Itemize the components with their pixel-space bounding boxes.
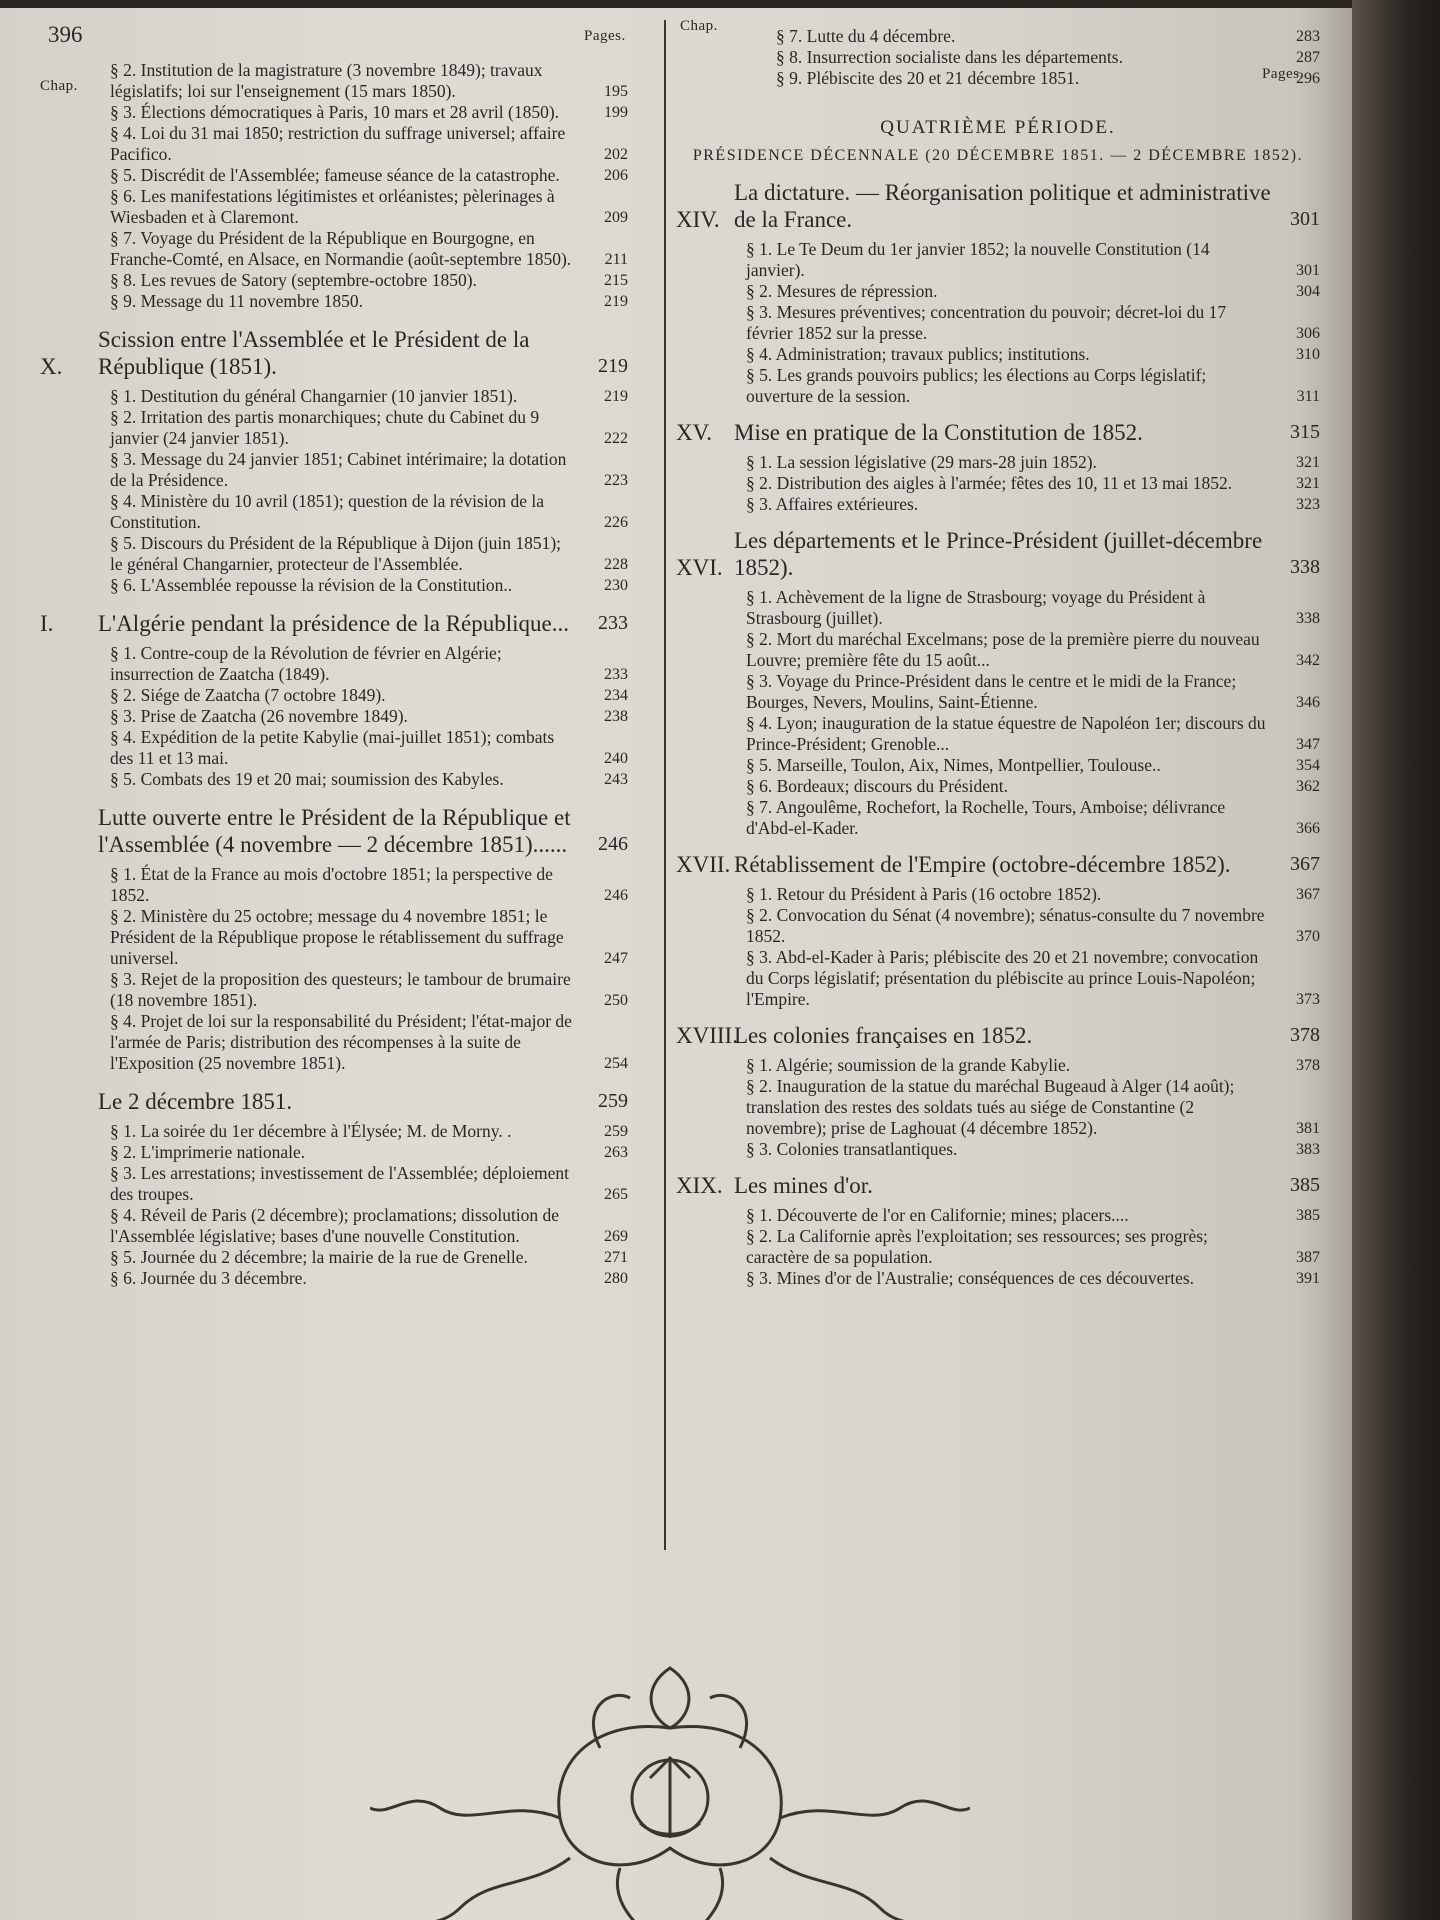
toc-entry-page: 391: [1296, 1270, 1320, 1287]
toc-entry-text: § 2. Inauguration de la statue du maréchal Bugeaud à Alger (14 août); translation des restes des soldats tués au siége de Constantine (2 novembre); prise de Laghouat (4 décembre 1852).: [746, 1076, 1235, 1138]
toc-entry-page: 243: [604, 771, 628, 788]
toc-entry: [110, 969, 628, 1011]
toc-entry: [776, 68, 1320, 89]
toc-entry-text: § 2. Distribution des aigles à l'armée; fêtes des 10, 11 et 13 mai 1852.: [746, 473, 1233, 493]
toc-entry-text: § 2. Ministère du 25 octobre; message du 4 novembre 1851; le Président de la République propose le rétablissement du suffrage universel.: [110, 906, 564, 968]
toc-chapter: [40, 804, 628, 1074]
toc-entry-text: § 9. Plébiscite des 20 et 21 décembre 1851.: [776, 68, 1080, 88]
toc-entry-text: § 4. Ministère du 10 avril (1851); question de la révision de la Constitution.: [110, 491, 545, 532]
toc-entry-text: § 3. Message du 24 janvier 1851; Cabinet intérimaire; la dotation de la Présidence.: [110, 449, 567, 490]
toc-entry-text: § 2. Mesures de répression.: [746, 281, 938, 301]
toc-entry: [746, 776, 1320, 797]
chapter-title: La dictature. — Réorganisation politique et administrative de la France.: [734, 180, 1271, 232]
toc-chapter: [676, 1022, 1320, 1160]
toc-entry-text: § 4. Projet de loi sur la responsabilité du Président; l'état-major de l'armée de Paris; distribution des récompenses à la suite de l'Exposition (25 novembre 1851).: [110, 1011, 572, 1073]
toc-entry: [110, 727, 628, 769]
chapter-heading: [676, 527, 1320, 581]
toc-entry: [746, 494, 1320, 515]
chapter-title: Les colonies françaises en 1852.: [734, 1023, 1033, 1048]
toc-entry-page: 254: [604, 1055, 628, 1072]
toc-entry: [110, 186, 628, 228]
toc-entry: [746, 947, 1320, 1010]
toc-entry-text: § 1. Découverte de l'or en Californie; mines; placers....: [746, 1205, 1129, 1225]
toc-entry: [110, 1011, 628, 1074]
pages-header-left: Pages.: [584, 28, 626, 44]
toc-entry-page: 347: [1296, 736, 1320, 753]
toc-entry-text: § 4. Réveil de Paris (2 décembre); proclamations; dissolution de l'Assemblée législative; bases d'une nouvelle Constitution.: [110, 1205, 560, 1246]
toc-entry: [110, 1268, 628, 1289]
toc-entry: [746, 587, 1320, 629]
toc-entry-page: 387: [1296, 1249, 1320, 1266]
toc-entry: [110, 906, 628, 969]
toc-entry-text: § 3. Mesures préventives; concentration du pouvoir; décret-loi du 17 février 1852 sur la presse.: [746, 302, 1227, 343]
period-title: QUATRIÈME PÉRIODE.: [880, 117, 1116, 138]
toc-entry-page: 321: [1296, 475, 1320, 492]
toc-entry-page: 263: [604, 1144, 628, 1161]
toc-entry-page: 385: [1296, 1207, 1320, 1224]
chapter-number: X.: [40, 354, 63, 379]
toc-entry-page: 269: [604, 1228, 628, 1245]
book-edge: [1352, 0, 1440, 1920]
book-page: [0, 8, 1352, 1920]
right-continuation-list: [676, 26, 1320, 89]
toc-entry-page: 219: [604, 388, 628, 405]
chapter-heading: [40, 326, 628, 380]
toc-chapter: [676, 1172, 1320, 1289]
toc-entry-page: 283: [1296, 28, 1320, 45]
toc-entry-text: § 4. Expédition de la petite Kabylie (mai-juillet 1851); combats des 11 et 13 mai.: [110, 727, 555, 768]
toc-entry-text: § 7. Voyage du Président de la République en Bourgogne, en Franche-Comté, en Alsace, en Normandie (août-septembre 1850).: [110, 228, 572, 269]
chapter-number: XVIII.: [676, 1023, 738, 1048]
toc-entry-text: § 1. Achèvement de la ligne de Strasbourg; voyage du Président à Strasbourg (juillet).: [746, 587, 1206, 628]
chap-header-left: Chap.: [40, 78, 78, 94]
toc-entry-text: § 5. Discours du Président de la République à Dijon (juin 1851); le général Changarnier, protecteur de l'Assemblée.: [110, 533, 562, 574]
toc-chapter: [676, 179, 1320, 407]
chapter-page: 385: [1290, 1174, 1320, 1196]
chapter-heading: [676, 851, 1320, 878]
chapter-page: 301: [1290, 208, 1320, 230]
toc-entry-page: 301: [1296, 262, 1320, 279]
toc-entry: [110, 449, 628, 491]
toc-entry-text: § 6. Bordeaux; discours du Président.: [746, 776, 1008, 796]
toc-entry-page: 342: [1296, 652, 1320, 669]
toc-entry: [110, 1142, 628, 1163]
toc-chapter: [40, 326, 628, 596]
chapter-page: 367: [1290, 853, 1320, 875]
toc-entry-text: § 2. Siége de Zaatcha (7 octobre 1849).: [110, 685, 386, 705]
toc-entry-text: § 1. La soirée du 1er décembre à l'Élysée; M. de Morny. .: [110, 1121, 512, 1141]
toc-entry-text: § 3. Colonies transatlantiques.: [746, 1139, 958, 1159]
toc-entry: [746, 713, 1320, 755]
toc-entry-text: § 4. Loi du 31 mai 1850; restriction du suffrage universel; affaire Pacifico.: [110, 123, 566, 164]
toc-entry-page: 354: [1296, 757, 1320, 774]
toc-entry-page: 381: [1296, 1120, 1320, 1137]
toc-entry: [746, 1139, 1320, 1160]
toc-entry: [110, 864, 628, 906]
toc-entry-text: § 1. Destitution du général Changarnier (10 janvier 1851).: [110, 386, 518, 406]
page-number: 396: [48, 22, 83, 47]
chapter-page: 233: [598, 612, 628, 634]
toc-entry-text: § 3. Élections démocratiques à Paris, 10 mars et 28 avril (1850).: [110, 102, 560, 122]
toc-entry-page: 259: [604, 1123, 628, 1140]
toc-entry: [110, 1121, 628, 1142]
toc-entry: [746, 1226, 1320, 1268]
chapter-number: XVI.: [676, 555, 723, 580]
toc-entry-text: § 1. Contre-coup de la Révolution de février en Algérie; insurrection de Zaatcha (1849).: [110, 643, 502, 684]
toc-entry-page: 346: [1296, 694, 1320, 711]
toc-chapter: [676, 851, 1320, 1010]
left-column: [0, 60, 628, 1289]
toc-entry: [110, 386, 628, 407]
toc-entry-text: § 8. Les revues de Satory (septembre-octobre 1850).: [110, 270, 477, 290]
toc-entry: [110, 1163, 628, 1205]
chapter-heading: [676, 419, 1320, 446]
chapter-title: L'Algérie pendant la présidence de la République...: [98, 611, 569, 636]
toc-entry-page: 370: [1296, 928, 1320, 945]
toc-entry: [110, 123, 628, 165]
toc-entry-text: § 5. Discrédit de l'Assemblée; fameuse séance de la catastrophe.: [110, 165, 560, 185]
toc-entry: [746, 452, 1320, 473]
toc-entry-text: § 1. État de la France au mois d'octobre 1851; la perspective de 1852.: [110, 864, 553, 905]
toc-entry: [110, 102, 628, 123]
toc-entry-page: 246: [604, 887, 628, 904]
chapter-page: 315: [1290, 421, 1320, 443]
toc-entry: [110, 575, 628, 596]
toc-entry: [110, 643, 628, 685]
toc-entry-page: 206: [604, 167, 628, 184]
chapter-heading: [40, 610, 628, 637]
toc-entry: [746, 755, 1320, 776]
toc-entry-page: 199: [604, 104, 628, 121]
toc-entry-page: 306: [1296, 325, 1320, 342]
toc-entry-text: § 9. Message du 11 novembre 1850.: [110, 291, 364, 311]
toc-chapter: [40, 610, 628, 790]
toc-entry-page: 378: [1296, 1057, 1320, 1074]
toc-entry-text: § 8. Insurrection socialiste dans les départements.: [776, 47, 1123, 67]
toc-entry-text: § 5. Combats des 19 et 20 mai; soumission des Kabyles.: [110, 769, 504, 789]
toc-entry-page: 271: [604, 1249, 628, 1266]
toc-entry-text: § 1. Le Te Deum du 1er janvier 1852; la nouvelle Constitution (14 janvier).: [746, 239, 1210, 280]
toc-entry-page: 226: [604, 514, 628, 531]
toc-entry-page: 230: [604, 577, 628, 594]
toc-entry-page: 223: [604, 472, 628, 489]
toc-entry-text: § 6. Les manifestations légitimistes et orléanistes; pèlerinages à Wiesbaden et à Claremont.: [110, 186, 555, 227]
toc-entry-text: § 3. Affaires extérieures.: [746, 494, 919, 514]
toc-entry-text: § 3. Abd-el-Kader à Paris; plébiscite des 20 et 21 novembre; convocation du Corps législatif; présentation du plébiscite au prince Louis-Napoléon; l'Empire.: [746, 947, 1259, 1009]
toc-entry: [110, 685, 628, 706]
chapter-title: Rétablissement de l'Empire (octobre-décembre 1852).: [734, 852, 1231, 877]
toc-entry-page: 323: [1296, 496, 1320, 513]
toc-chapter: [676, 527, 1320, 839]
toc-entry: [746, 239, 1320, 281]
toc-entry-text: § 2. Mort du maréchal Excelmans; pose de la première pierre du nouveau Louvre; première fête du 15 août...: [746, 629, 1260, 670]
toc-entry-text: § 2. Institution de la magistrature (3 novembre 1849); travaux législatifs; loi sur l'enseignement (15 mars 1850).: [110, 60, 543, 101]
toc-entry-page: 240: [604, 750, 628, 767]
toc-entry-page: 296: [1296, 70, 1320, 87]
toc-entry-text: § 6. L'Assemblée repousse la révision de la Constitution..: [110, 575, 513, 595]
toc-entry-text: § 5. Journée du 2 décembre; la mairie de la rue de Grenelle.: [110, 1247, 528, 1267]
toc-entry-text: § 6. Journée du 3 décembre.: [110, 1268, 307, 1288]
toc-entry: [746, 1076, 1320, 1139]
toc-entry: [746, 1205, 1320, 1226]
left-continuation-list: [40, 60, 628, 312]
toc-entry-text: § 5. Les grands pouvoirs publics; les élections au Corps législatif; ouverture de la session.: [746, 365, 1207, 406]
left-sections: [40, 326, 628, 1289]
toc-entry-text: § 1. Retour du Président à Paris (16 octobre 1852).: [746, 884, 1102, 904]
toc-entry: [110, 769, 628, 790]
toc-entry: [110, 706, 628, 727]
toc-entry: [746, 884, 1320, 905]
toc-entry-page: 383: [1296, 1141, 1320, 1158]
chapter-heading: [676, 179, 1320, 233]
chapter-number: XIX.: [676, 1173, 723, 1198]
toc-entry: [110, 491, 628, 533]
chapter-page: 246: [598, 833, 628, 855]
toc-entry-page: 366: [1296, 820, 1320, 837]
toc-entry: [110, 1205, 628, 1247]
period-subtitle: PRÉSIDENCE DÉCENNALE (20 DÉCEMBRE 1851. — 2 DÉCEMBRE 1852).: [692, 147, 1304, 164]
toc-entry: [746, 281, 1320, 302]
toc-entry: [746, 473, 1320, 494]
toc-entry-page: 219: [604, 293, 628, 310]
toc-entry-page: 265: [604, 1186, 628, 1203]
toc-entry: [110, 270, 628, 291]
chap-header-right: Chap.: [680, 18, 718, 34]
toc-entry-page: 211: [604, 251, 628, 268]
toc-entry-text: § 3. Mines d'or de l'Australie; conséquences de ces découvertes.: [746, 1268, 1195, 1288]
toc-entry-page: 367: [1296, 886, 1320, 903]
toc-entry-page: 362: [1296, 778, 1320, 795]
toc-entry-text: § 1. Algérie; soumission de la grande Kabylie.: [746, 1055, 1071, 1075]
toc-entry-text: § 4. Lyon; inauguration de la statue équestre de Napoléon 1er; discours du Prince-Président; Grenoble...: [746, 713, 1266, 754]
toc-entry-text: § 3. Rejet de la proposition des questeurs; le tambour de brumaire (18 novembre 1851).: [110, 969, 571, 1010]
toc-chapter: [676, 419, 1320, 515]
chapter-number: XV.: [676, 420, 713, 445]
toc-entry: [746, 365, 1320, 407]
toc-entry-page: 195: [604, 83, 628, 100]
toc-entry: [746, 905, 1320, 947]
chapter-page: 338: [1290, 556, 1320, 578]
chapter-title: Les mines d'or.: [734, 1173, 873, 1198]
toc-entry-text: § 4. Administration; travaux publics; institutions.: [746, 344, 1090, 364]
chapter-number: XIV.: [676, 207, 720, 232]
toc-entry-text: § 7. Lutte du 4 décembre.: [776, 26, 956, 46]
toc-entry: [746, 1055, 1320, 1076]
toc-entry-text: § 2. L'imprimerie nationale.: [110, 1142, 306, 1162]
chapter-page: 219: [598, 355, 628, 377]
pages-header-right: Pages.: [1262, 66, 1304, 82]
toc-entry-text: § 7. Angoulême, Rochefort, la Rochelle, Tours, Amboise; délivrance d'Abd-el-Kader.: [746, 797, 1226, 838]
toc-entry-page: 202: [604, 146, 628, 163]
chapter-title: Le 2 décembre 1851.: [98, 1089, 293, 1114]
toc-entry-page: 287: [1296, 49, 1320, 66]
toc-entry-page: 215: [604, 272, 628, 289]
chapter-heading: [676, 1172, 1320, 1199]
toc-entry: [110, 1247, 628, 1268]
right-sections: [676, 179, 1320, 1289]
toc-entry: [746, 797, 1320, 839]
chapter-heading: [676, 1022, 1320, 1049]
toc-entry-page: 311: [1296, 388, 1320, 405]
toc-entry-page: 233: [604, 666, 628, 683]
toc-entry-text: § 1. La session législative (29 mars-28 juin 1852).: [746, 452, 1097, 472]
chapter-page: 259: [598, 1090, 628, 1112]
toc-entry-text: § 2. Convocation du Sénat (4 novembre); sénatus-consulte du 7 novembre 1852.: [746, 905, 1265, 946]
toc-entry: [110, 407, 628, 449]
chapter-heading: [40, 804, 628, 858]
toc-entry-page: 280: [604, 1270, 628, 1287]
toc-entry: [110, 291, 628, 312]
chapter-title: Scission entre l'Assemblée et le Président de la République (1851).: [98, 327, 530, 379]
toc-entry: [776, 26, 1320, 47]
ornament-icon: [370, 1648, 970, 1920]
toc-entry-page: 304: [1296, 283, 1320, 300]
toc-entry-page: 247: [604, 950, 628, 967]
toc-entry-page: 373: [1296, 991, 1320, 1008]
toc-entry: [110, 533, 628, 575]
toc-entry-page: 209: [604, 209, 628, 226]
toc-entry-text: § 2. La Californie après l'exploitation; ses ressources; ses progrès; caractère de sa population.: [746, 1226, 1208, 1267]
right-column: [660, 26, 1320, 1289]
toc-entry: [746, 302, 1320, 344]
toc-entry-text: § 3. Les arrestations; investissement de l'Assemblée; déploiement des troupes.: [110, 1163, 570, 1204]
toc-entry: [746, 671, 1320, 713]
toc-entry-text: § 2. Irritation des partis monarchiques; chute du Cabinet du 9 janvier (24 janvier 1851).: [110, 407, 540, 448]
chapter-heading: [40, 1088, 628, 1115]
toc-entry-page: 310: [1296, 346, 1320, 363]
toc-entry-text: § 3. Voyage du Prince-Président dans le centre et le midi de la France; Bourges, Nevers, Moulins, Saint-Étienne.: [746, 671, 1237, 712]
toc-entry-page: 338: [1296, 610, 1320, 627]
toc-entry-page: 238: [604, 708, 628, 725]
toc-entry-page: 250: [604, 992, 628, 1009]
toc-entry: [776, 47, 1320, 68]
toc-entry: [110, 228, 628, 270]
toc-chapter: [40, 1088, 628, 1289]
chapter-title: Mise en pratique de la Constitution de 1852.: [734, 420, 1143, 445]
toc-entry: [110, 165, 628, 186]
toc-entry-text: § 5. Marseille, Toulon, Aix, Nimes, Montpellier, Toulouse..: [746, 755, 1161, 775]
chapter-page: 378: [1290, 1024, 1320, 1046]
toc-entry-text: § 3. Prise de Zaatcha (26 novembre 1849).: [110, 706, 408, 726]
toc-entry-page: 234: [604, 687, 628, 704]
chapter-title: Lutte ouverte entre le Président de la République et l'Assemblée (4 novembre — 2 décembre 1851)......: [98, 805, 571, 857]
toc-entry: [110, 60, 628, 102]
chapter-number: I.: [40, 611, 54, 636]
chapter-title: Les départements et le Prince-Président (juillet-décembre 1852).: [734, 528, 1263, 580]
toc-entry: [746, 344, 1320, 365]
toc-entry: [746, 629, 1320, 671]
toc-entry-page: 321: [1296, 454, 1320, 471]
toc-entry-page: 228: [604, 556, 628, 573]
toc-entry-page: 222: [604, 430, 628, 447]
chapter-number: XVII.: [676, 852, 731, 877]
toc-entry: [746, 1268, 1320, 1289]
